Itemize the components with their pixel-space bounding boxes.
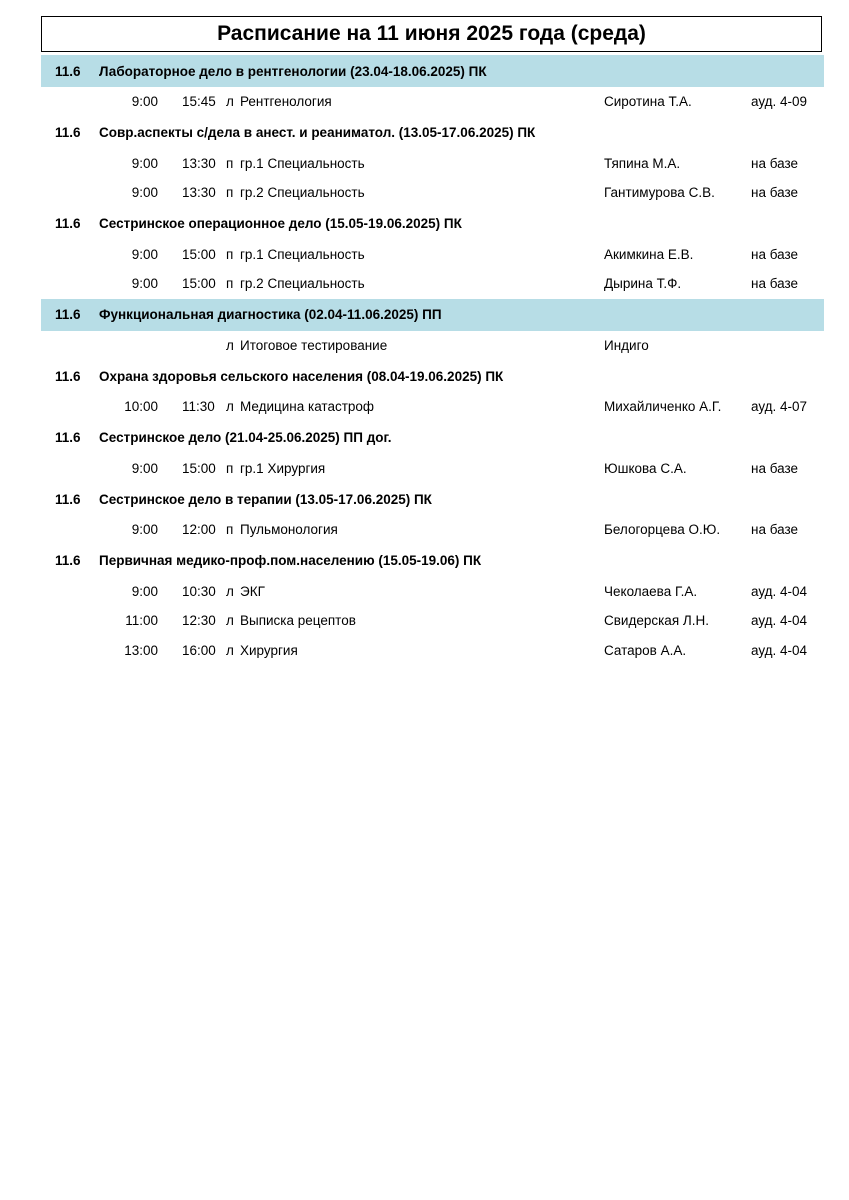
lesson-row bbox=[41, 269, 824, 299]
lesson-room: ауд. 4-09 bbox=[751, 94, 808, 109]
lesson-row bbox=[41, 240, 824, 270]
course-date: 11.6 bbox=[55, 430, 81, 445]
lesson-row bbox=[41, 87, 824, 117]
lesson-teacher: Сиротина Т.А. bbox=[604, 94, 692, 109]
lesson-type: п bbox=[226, 246, 234, 262]
lesson-end-time: 11:30 bbox=[182, 399, 215, 414]
lesson-room: на базе bbox=[751, 155, 799, 171]
lesson-teacher: Сатаров А.А. bbox=[604, 642, 687, 658]
lesson-room: на базе bbox=[751, 522, 799, 537]
lesson-subject: Итоговое тестирование bbox=[240, 337, 388, 353]
course-header bbox=[41, 55, 824, 87]
lesson-start-time: 9:00 bbox=[131, 246, 158, 262]
lesson-subject: ЭКГ bbox=[240, 583, 265, 599]
page-title: Расписание на 11 июня 2025 года (среда) bbox=[41, 16, 822, 52]
lesson-subject: Медицина катастроф bbox=[240, 399, 375, 414]
lesson-type: п bbox=[226, 460, 234, 476]
course-date: 11.6 bbox=[55, 125, 81, 140]
lesson-room: ауд. 4-07 bbox=[751, 399, 808, 414]
lesson-row bbox=[41, 331, 824, 361]
lesson-end-time: 10:30 bbox=[182, 583, 216, 599]
lesson-end-time: 12:30 bbox=[182, 613, 216, 628]
lesson-row bbox=[41, 515, 824, 545]
lesson-subject: гр.1 Хирургия bbox=[240, 460, 326, 476]
course-title: Лабораторное дело в рентгенологии (23.04-18.06.2025) ПК bbox=[99, 63, 487, 79]
course-title: Охрана здоровья сельского населения (08.04-19.06.2025) ПК bbox=[99, 368, 504, 384]
lesson-type: п bbox=[226, 522, 234, 537]
course-date: 11.6 bbox=[55, 63, 81, 79]
lesson-start-time: 9:00 bbox=[131, 276, 158, 291]
lesson-type: л bbox=[226, 94, 234, 109]
lesson-end-time: 15:00 bbox=[182, 246, 216, 262]
lesson-end-time: 15:00 bbox=[182, 460, 216, 476]
lesson-type: л bbox=[226, 642, 234, 658]
lesson-teacher: Акимкина Е.В. bbox=[604, 246, 694, 262]
lesson-start-time: 11:00 bbox=[125, 613, 158, 628]
lesson-end-time: 16:00 bbox=[182, 642, 216, 658]
lesson-row bbox=[41, 606, 824, 636]
lesson-room: ауд. 4-04 bbox=[751, 583, 808, 599]
lesson-type: п bbox=[226, 185, 234, 200]
course-date: 11.6 bbox=[55, 368, 81, 384]
lesson-row bbox=[41, 149, 824, 179]
lesson-end-time: 15:45 bbox=[182, 94, 216, 109]
lesson-subject: гр.1 Специальность bbox=[240, 246, 365, 262]
course-title: Сестринское операционное дело (15.05-19.06.2025) ПК bbox=[99, 216, 462, 231]
lesson-subject: Хирургия bbox=[240, 642, 298, 658]
lesson-room: ауд. 4-04 bbox=[751, 613, 808, 628]
lesson-start-time: 9:00 bbox=[131, 522, 158, 537]
course-title: Первичная медико-проф.пом.населению (15.05-19.06) ПК bbox=[99, 553, 482, 568]
course-title: Сестринское дело в терапии (13.05-17.06.2025) ПК bbox=[99, 491, 432, 507]
lesson-type: л bbox=[226, 337, 234, 353]
course-header bbox=[41, 117, 824, 149]
course-header bbox=[41, 545, 824, 577]
lesson-start-time: 13:00 bbox=[124, 642, 158, 658]
lesson-row bbox=[41, 577, 824, 607]
course-header bbox=[41, 208, 824, 240]
lesson-subject: гр.2 Специальность bbox=[240, 276, 365, 291]
course-date: 11.6 bbox=[55, 307, 81, 322]
lesson-row bbox=[41, 392, 824, 422]
lesson-type: п bbox=[226, 155, 234, 171]
lesson-room: ауд. 4-04 bbox=[751, 642, 808, 658]
course-title: Сестринское дело (21.04-25.06.2025) ПП дог. bbox=[99, 430, 392, 445]
lesson-start-time: 10:00 bbox=[124, 399, 158, 414]
lesson-subject: гр.1 Специальность bbox=[240, 155, 365, 171]
course-date: 11.6 bbox=[55, 553, 81, 568]
lesson-teacher: Гантимурова С.В. bbox=[604, 185, 715, 200]
lesson-subject: Рентгенология bbox=[240, 94, 332, 109]
lesson-teacher: Тяпина М.А. bbox=[604, 155, 681, 171]
lesson-room: на базе bbox=[751, 460, 799, 476]
lesson-start-time: 9:00 bbox=[131, 185, 158, 200]
lesson-type: п bbox=[226, 276, 234, 291]
lesson-teacher: Юшкова С.А. bbox=[604, 460, 687, 476]
lesson-start-time: 9:00 bbox=[131, 155, 158, 171]
course-header bbox=[41, 299, 824, 331]
lesson-type: л bbox=[226, 613, 234, 628]
course-title: Функциональная диагностика (02.04-11.06.2025) ПП bbox=[99, 307, 442, 322]
course-header bbox=[41, 360, 824, 392]
lesson-teacher: Индиго bbox=[604, 337, 649, 353]
course-date: 11.6 bbox=[55, 216, 81, 231]
course-title: Совр.аспекты с/дела в анест. и реаниматол. (13.05-17.06.2025) ПК bbox=[99, 125, 536, 140]
lesson-room: на базе bbox=[751, 246, 799, 262]
course-header bbox=[41, 422, 824, 454]
lesson-room: на базе bbox=[751, 185, 799, 200]
course-header bbox=[41, 483, 824, 515]
lesson-teacher: Белогорцева О.Ю. bbox=[604, 522, 721, 537]
lesson-row bbox=[41, 636, 824, 666]
lesson-end-time: 13:30 bbox=[182, 185, 216, 200]
lesson-subject: Выписка рецептов bbox=[240, 613, 356, 628]
lesson-teacher: Свидерская Л.Н. bbox=[604, 613, 709, 628]
lesson-teacher: Чеколаева Г.А. bbox=[604, 583, 698, 599]
lesson-type: л bbox=[226, 399, 234, 414]
lesson-subject: Пульмонология bbox=[240, 522, 338, 537]
lesson-end-time: 13:30 bbox=[182, 155, 216, 171]
lesson-start-time: 9:00 bbox=[131, 94, 158, 109]
lesson-row bbox=[41, 454, 824, 484]
lesson-end-time: 12:00 bbox=[182, 522, 216, 537]
schedule-list bbox=[41, 55, 824, 665]
lesson-start-time: 9:00 bbox=[131, 583, 158, 599]
lesson-start-time: 9:00 bbox=[131, 460, 158, 476]
lesson-subject: гр.2 Специальность bbox=[240, 185, 365, 200]
lesson-teacher: Михайличенко А.Г. bbox=[604, 399, 722, 414]
course-date: 11.6 bbox=[55, 491, 81, 507]
lesson-row bbox=[41, 178, 824, 208]
lesson-room: на базе bbox=[751, 276, 799, 291]
lesson-end-time: 15:00 bbox=[182, 276, 216, 291]
lesson-teacher: Дырина Т.Ф. bbox=[604, 276, 682, 291]
lesson-type: л bbox=[226, 583, 234, 599]
